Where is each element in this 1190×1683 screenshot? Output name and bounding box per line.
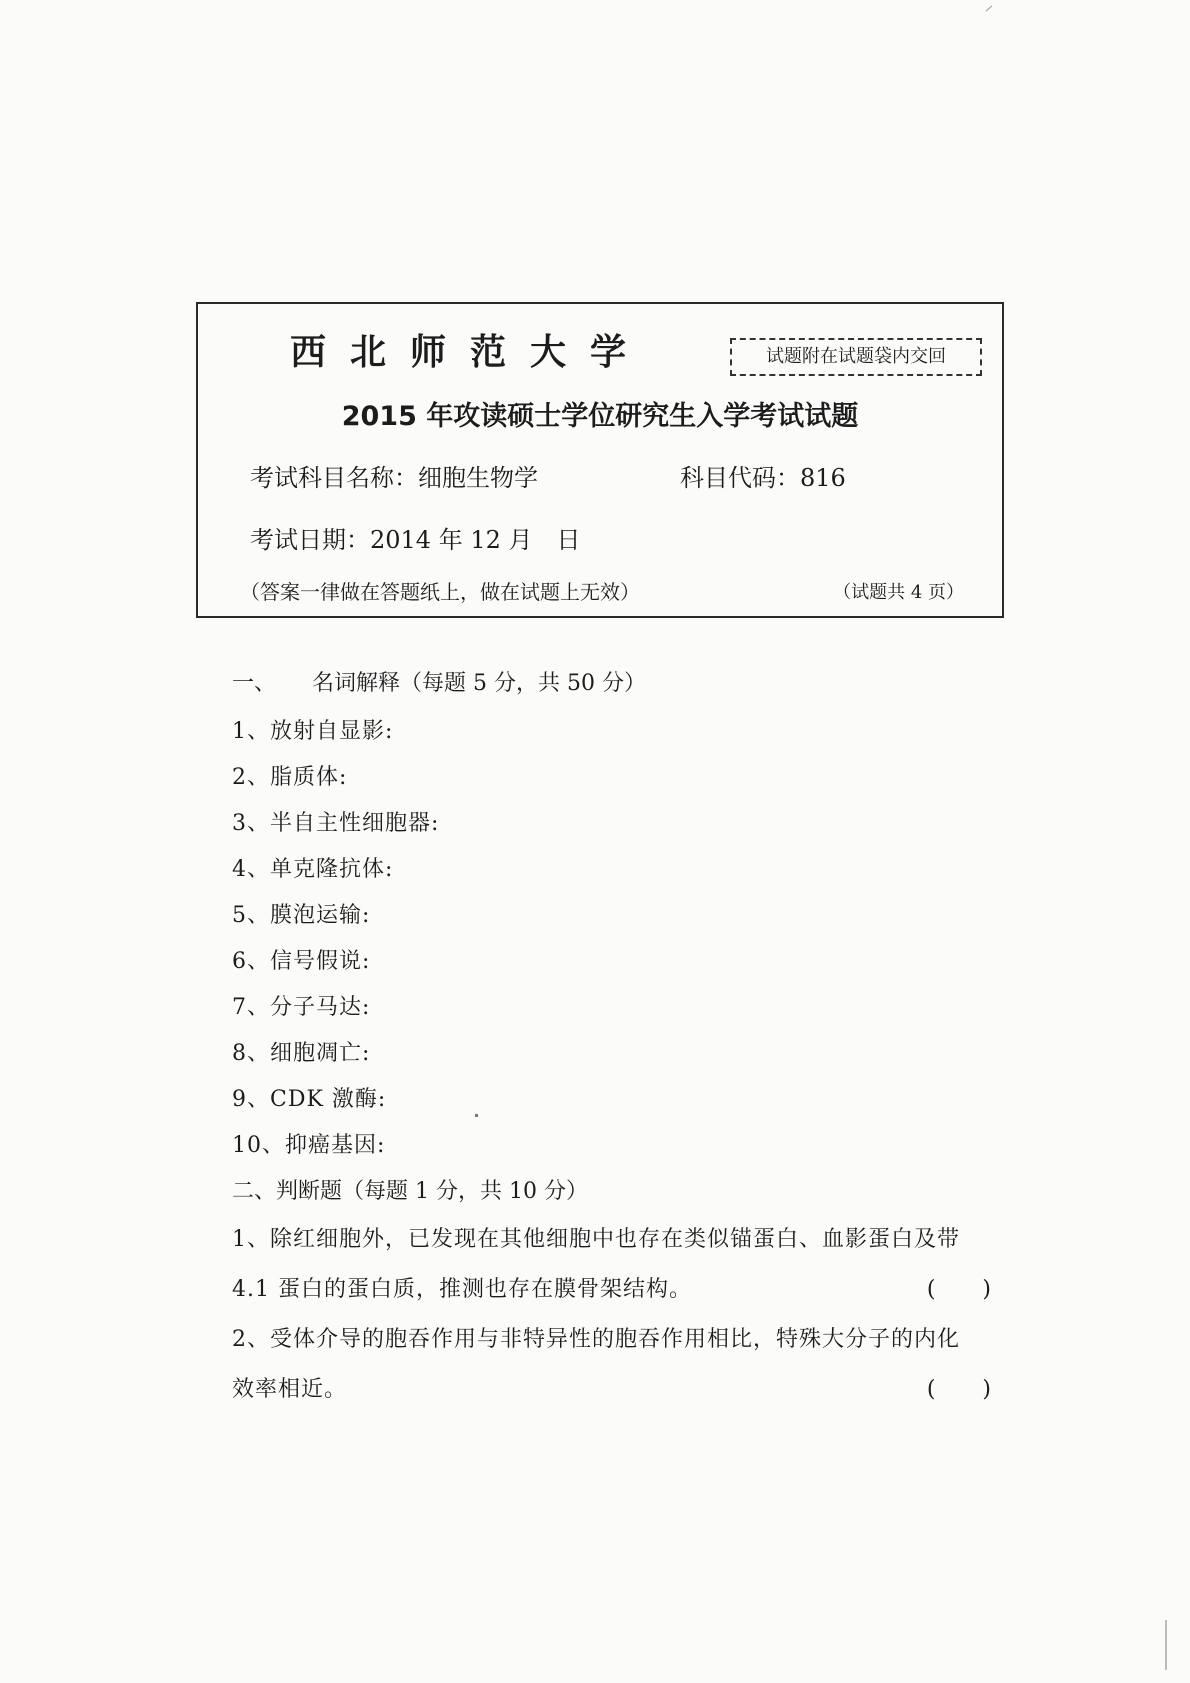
section1-heading — [232, 666, 646, 697]
return-notice: 试题附在试题袋内交回 — [730, 338, 982, 376]
answer-instruction: （答案一律做在答题纸上，做在试题上无效） — [240, 580, 640, 604]
term-item: 8、细胞凋亡: — [232, 1041, 371, 1066]
term-item: 5、膜泡运输: — [232, 903, 371, 928]
judge-q1-text: 4.1 蛋白的蛋白质，推测也存在膜骨架结构。 — [232, 1277, 692, 1302]
term-item: 6、信号假说: — [232, 949, 371, 974]
exam-title: 2015 年攻读硕士学位研究生入学考试试题 — [341, 401, 859, 432]
section1-title: 名词解释（每题 5 分，共 50 分） — [312, 671, 646, 696]
term-item: 10、抑癌基因: — [232, 1133, 386, 1158]
judge-q2-text: 效率相近。 — [232, 1377, 348, 1402]
scan-artifact — [1165, 1620, 1167, 1670]
judge-q1-answer-paren: ( ) — [926, 1277, 992, 1302]
term-item: 3、半自主性细胞器: — [232, 811, 440, 836]
exam-date: 考试日期：2014 年 12 月 日 — [250, 526, 581, 554]
judge-q1-line1: 1、除红细胞外，已发现在其他细胞中也存在类似锚蛋白、血影蛋白及带 — [232, 1227, 960, 1252]
exam-header-box — [196, 302, 1004, 618]
judge-q2-answer-paren: ( ) — [926, 1377, 992, 1402]
subject-code: 科目代码：816 — [680, 464, 846, 492]
judge-q1-line2 — [232, 1272, 992, 1303]
scan-artifact — [475, 1114, 478, 1117]
university-name: 西北师范大学 — [290, 332, 651, 373]
judge-q2-line2 — [232, 1372, 992, 1403]
section2-title: 二、判断题（每题 1 分，共 10 分） — [232, 1179, 588, 1204]
term-item: 9、CDK 激酶: — [232, 1087, 387, 1112]
judge-q2-line1: 2、受体介导的胞吞作用与非特异性的胞吞作用相比，特殊大分子的内化 — [232, 1327, 960, 1352]
term-item: 4、单克隆抗体: — [232, 857, 394, 882]
term-item: 7、分子马达: — [232, 995, 371, 1020]
section1-number: 一、 — [232, 671, 277, 696]
page-count: （试题共 4 页） — [833, 582, 964, 603]
term-item: 2、脂质体: — [232, 765, 348, 790]
subject-name: 考试科目名称：细胞生物学 — [250, 464, 538, 492]
scan-artifact — [986, 6, 993, 12]
term-item: 1、放射自显影: — [232, 719, 394, 744]
